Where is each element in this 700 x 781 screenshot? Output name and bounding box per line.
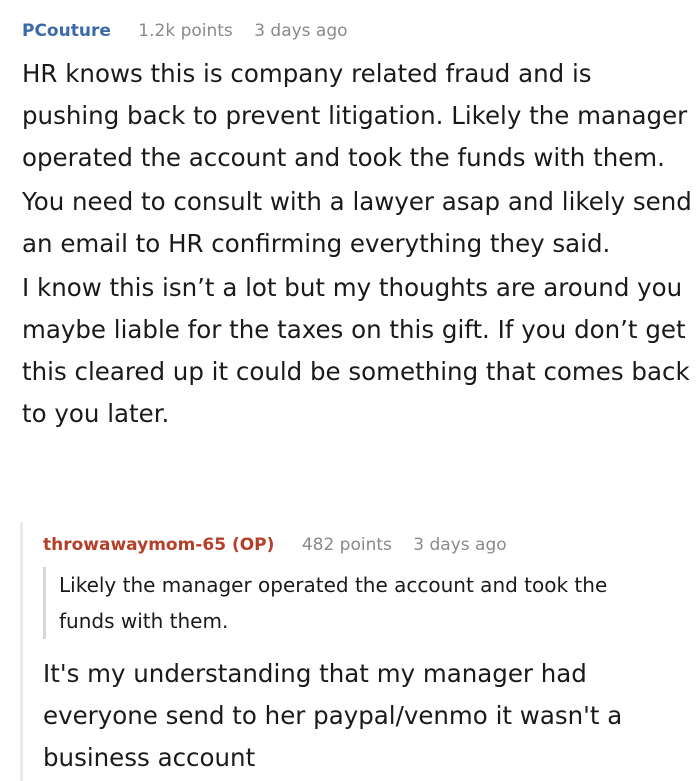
reply-quote: Likely the manager operated the account and took the funds with them. xyxy=(43,567,659,639)
reply-time[interactable]: 3 days ago xyxy=(413,535,507,555)
comment-body xyxy=(22,53,692,435)
reply-paragraph: It's my understanding that my manager had everyone send to her paypal/venmo it wasn't a business account xyxy=(43,659,623,772)
comment-time[interactable]: 3 days ago xyxy=(254,21,348,41)
comment-points: 1.2k points xyxy=(138,21,233,41)
comment-paragraph: You need to consult with a lawyer asap and likely send an email to HR confirming everything they said. xyxy=(22,187,692,258)
comment-meta xyxy=(22,18,692,44)
thread-line[interactable] xyxy=(20,522,23,781)
comment-paragraph: HR knows this is company related fraud and is pushing back to prevent litigation. Likely the manager operated the account and took the funds with them. xyxy=(22,59,688,172)
reply-thread xyxy=(0,522,700,781)
reply-body xyxy=(43,653,693,779)
reply-author[interactable]: throwawaymom-65 (OP) xyxy=(43,535,275,555)
reply-meta xyxy=(43,532,693,558)
comment-paragraph: I know this isn’t a lot but my thoughts are around you maybe liable for the taxes on this gift. If you don’t get this cleared up it could be something that comes back to you later. xyxy=(22,273,690,428)
comment-author[interactable]: PCouture xyxy=(22,21,111,41)
reply-points: 482 points xyxy=(301,535,392,555)
top-comment xyxy=(22,18,692,435)
reply-comment xyxy=(43,532,693,779)
